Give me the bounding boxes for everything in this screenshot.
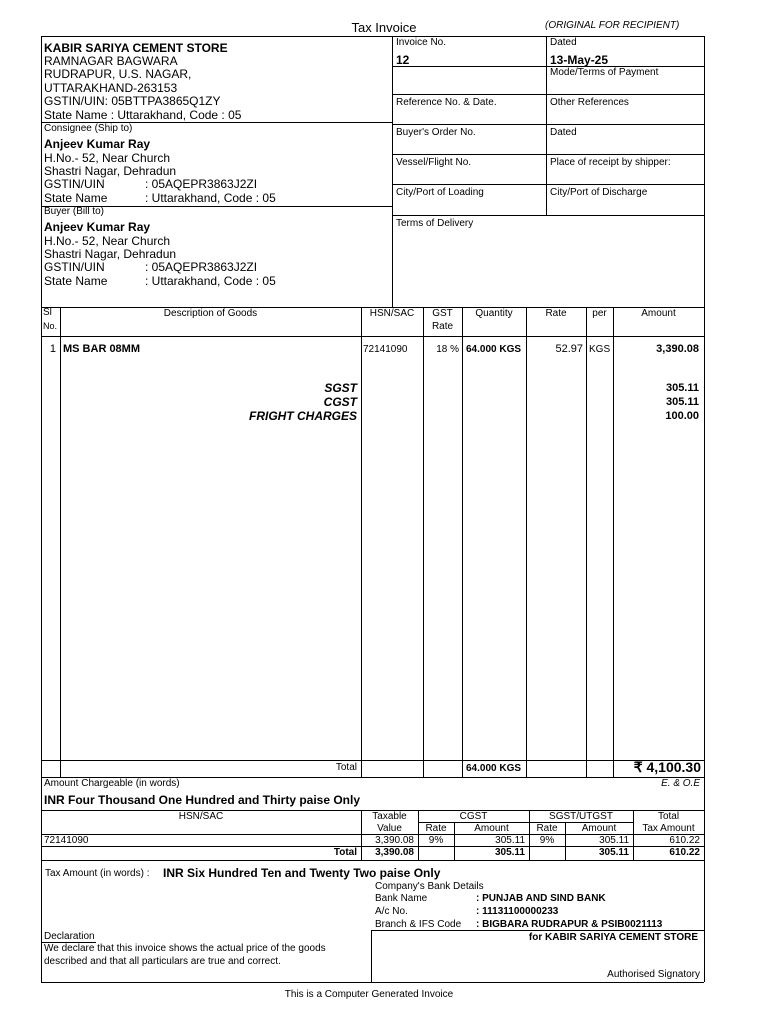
consignee-state-label: State Name	[44, 191, 108, 205]
col-hsn: HSN/SAC	[369, 308, 415, 319]
tax-row-cgst-rate: 9%	[428, 835, 444, 846]
tax-row-hsn: 72141090	[44, 835, 89, 846]
port-discharge-label: City/Port of Discharge	[550, 187, 648, 198]
invoice-no-value: 12	[396, 53, 410, 67]
frame-top	[41, 36, 704, 37]
tax-col-hsn: HSN/SAC	[178, 811, 224, 822]
charge-freight-amount: 100.00	[665, 410, 699, 422]
item-hsn: 72141090	[363, 344, 408, 355]
col-sl-2: No.	[43, 321, 58, 331]
charge-cgst-amount: 305.11	[665, 396, 699, 408]
dated-value: 13-May-25	[550, 53, 609, 67]
buyer-name: Anjeev Kumar Ray	[44, 220, 151, 234]
eoe-label: E. & O.E	[661, 778, 700, 789]
seller-address-1: RAMNAGAR BAGWARA	[44, 54, 178, 68]
tax-col-cgst-amount: Amount	[474, 823, 509, 834]
tax-col-cgst: CGST	[459, 811, 488, 822]
col-amount: Amount	[641, 308, 676, 319]
seller-address-2: RUDRAPUR, U.S. NAGAR,	[44, 67, 192, 81]
item-description: MS BAR 08MM	[63, 343, 141, 355]
amount-words-label: Amount Chargeable (in words)	[44, 778, 180, 789]
tax-row-sgst-amount: 305.11	[599, 835, 629, 846]
buyers-order-label: Buyer's Order No.	[396, 127, 476, 138]
other-references-label: Other References	[550, 97, 629, 108]
col-gst-2: Rate	[431, 321, 454, 332]
meta-vsplit	[546, 36, 547, 215]
frame-bottom	[41, 982, 704, 983]
tax-col-sgst-rate: Rate	[536, 823, 558, 834]
tax-words-value: INR Six Hundred Ten and Twenty Two paise Only	[163, 866, 441, 880]
tax-row-taxable: 3,390.08	[375, 835, 414, 846]
bank-heading: Company's Bank Details	[375, 881, 484, 892]
place-receipt-label: Place of receipt by shipper:	[550, 157, 671, 168]
item-sl: 1	[49, 343, 56, 355]
col-sl-1: Sl	[43, 307, 52, 318]
buyer-gstin-value: : 05AQEPR3863J2ZI	[145, 260, 258, 274]
charge-freight-label: FRIGHT CHARGES	[249, 409, 357, 423]
seller-state: State Name : Uttarakhand, Code : 05	[44, 108, 242, 122]
mode-terms-label: Mode/Terms of Payment	[550, 67, 659, 78]
consignee-gstin-value: : 05AQEPR3863J2ZI	[145, 177, 258, 191]
tax-total-taxable: 3,390.08	[375, 847, 414, 858]
tax-col-total-1: Total	[657, 811, 680, 822]
tax-col-total-2: Tax Amount	[642, 823, 695, 834]
tax-col-sgst: SGST/UTGST	[549, 811, 613, 822]
header-vsplit	[392, 36, 393, 307]
reference-label: Reference No. & Date.	[396, 97, 497, 108]
items-total-amount: ₹ 4,100.30	[633, 759, 701, 775]
frame-right	[704, 36, 705, 982]
bank-name-label: Bank Name	[375, 893, 428, 904]
invoice-title: Tax Invoice	[351, 20, 417, 35]
tax-total-label: Total	[333, 847, 357, 858]
buyer-state-label: State Name	[44, 274, 108, 288]
tax-col-taxable-2: Value	[377, 823, 402, 834]
charge-sgst-amount: 305.11	[665, 382, 699, 394]
vessel-label: Vessel/Flight No.	[396, 157, 472, 168]
footer-note: This is a Computer Generated Invoice	[284, 989, 454, 1000]
frame-left	[41, 36, 42, 982]
item-amount: 3,390.08	[656, 343, 699, 355]
port-loading-label: City/Port of Loading	[396, 187, 484, 198]
signatory-label: Authorised Signatory	[607, 969, 700, 980]
item-quantity: 64.000 KGS	[466, 344, 522, 355]
declaration-line-2: described and that all particulars are true and correct.	[44, 956, 281, 967]
charge-sgst-label: SGST	[324, 381, 357, 395]
consignee-heading: Consignee (Ship to)	[44, 123, 133, 134]
consignee-address-2: Shastri Nagar, Dehradun	[44, 164, 177, 178]
tax-row-total: 610.22	[669, 835, 700, 846]
tax-col-taxable-1: Taxable	[372, 811, 407, 822]
col-per: per	[592, 308, 607, 319]
amount-words-value: INR Four Thousand One Hundred and Thirty paise Only	[44, 793, 361, 807]
col-rate: Rate	[545, 308, 567, 319]
col-quantity: Quantity	[475, 308, 513, 319]
tax-col-cgst-rate: Rate	[425, 823, 447, 834]
dated2-label: Dated	[550, 127, 577, 138]
bank-branch-value: : BIGBARA RUDRAPUR & PSIB0021113	[476, 919, 663, 930]
tax-row-sgst-rate: 9%	[539, 835, 555, 846]
consignee-state-value: : Uttarakhand, Code : 05	[145, 191, 276, 205]
bank-ac-label: A/c No.	[375, 906, 408, 917]
consignee-address-1: H.No.- 52, Near Church	[44, 151, 171, 165]
buyer-gstin-label: GSTIN/UIN	[44, 260, 105, 274]
buyer-address-1: H.No.- 52, Near Church	[44, 234, 171, 248]
invoice-no-label: Invoice No.	[396, 37, 447, 48]
declaration-line-1: We declare that this invoice shows the actual price of the goods	[44, 943, 326, 954]
tax-total-cgst-amount: 305.11	[494, 847, 525, 858]
tax-words-label: Tax Amount (in words) :	[45, 868, 150, 879]
bank-name-value: : PUNJAB AND SIND BANK	[476, 893, 606, 904]
dated-label: Dated	[550, 37, 577, 48]
seller-name: KABIR SARIYA CEMENT STORE	[44, 41, 228, 55]
tax-total-total: 610.22	[669, 847, 700, 858]
tax-col-sgst-amount: Amount	[581, 823, 617, 834]
buyer-heading: Buyer (Bill to)	[44, 206, 105, 217]
consignee-gstin-label: GSTIN/UIN	[44, 177, 105, 191]
item-rate: 52.97	[555, 343, 583, 355]
seller-address-3: UTTARAKHAND-263153	[44, 81, 178, 95]
consignee-name: Anjeev Kumar Ray	[44, 137, 151, 151]
bank-branch-label: Branch & IFS Code	[375, 919, 462, 930]
item-per: KGS	[589, 344, 611, 355]
buyer-state-value: : Uttarakhand, Code : 05	[145, 274, 276, 288]
bank-ac-value: : 11131100000233	[476, 906, 559, 917]
items-total-quantity: 64.000 KGS	[466, 763, 522, 774]
copy-label: (ORIGINAL FOR RECIPIENT)	[545, 20, 680, 31]
items-total-label: Total	[335, 762, 357, 773]
declaration-heading: Declaration	[44, 931, 95, 942]
tax-total-sgst-amount: 305.11	[598, 847, 629, 858]
signatory-for: for KABIR SARIYA CEMENT STORE	[528, 932, 698, 943]
tax-row-cgst-amount: 305.11	[495, 835, 525, 846]
seller-gstin: GSTIN/UIN: 05BTTPA3865Q1ZY	[44, 94, 221, 108]
buyer-address-2: Shastri Nagar, Dehradun	[44, 247, 177, 261]
col-gst-1: GST	[432, 308, 453, 319]
item-gst-rate: 18 %	[436, 344, 459, 355]
col-description: Description of Goods	[163, 308, 258, 319]
charge-cgst-label: CGST	[323, 395, 357, 409]
terms-delivery-label: Terms of Delivery	[396, 218, 474, 229]
